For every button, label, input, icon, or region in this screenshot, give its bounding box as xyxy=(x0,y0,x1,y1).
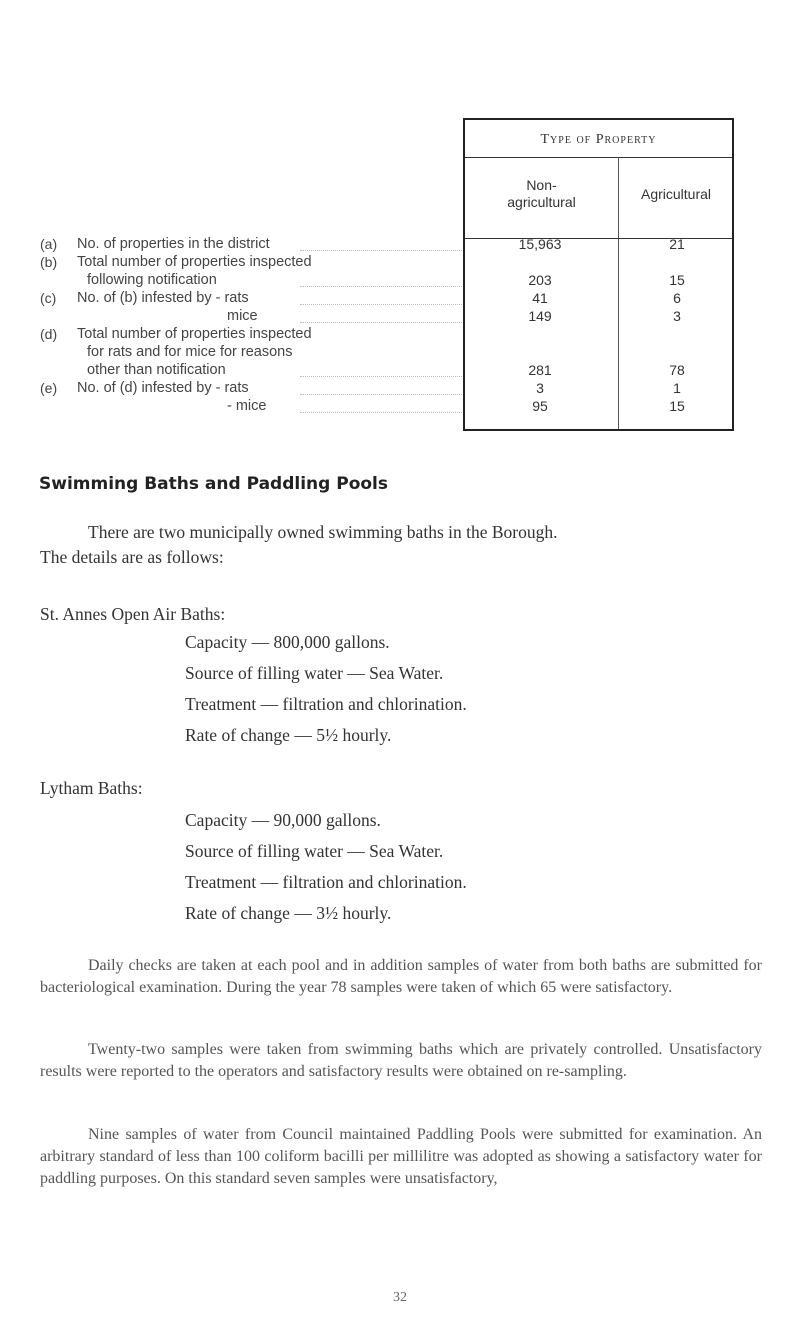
st-annes-treatment: Treatment — filtration and chlorination. xyxy=(185,694,467,714)
cell-nonagricultural: 281 xyxy=(528,362,552,378)
cell-nonagricultural: 95 xyxy=(532,398,548,414)
cell-agricultural: 6 xyxy=(673,290,681,306)
leader-dots xyxy=(300,376,462,377)
cell-agricultural: 3 xyxy=(673,308,681,324)
st-annes-title: St. Annes Open Air Baths: xyxy=(40,604,226,624)
paragraph-paddling-pools: Nine samples of water from Council maintained Paddling Pools were submitted for examination. An arbitrary standard of less than 100 coliform bacilli per millilitre was adopted as showing a satisfactory water for paddling purposes. On this standard seven samples were unsatisfactory, xyxy=(40,1126,762,1187)
col1-line1: Non- xyxy=(526,177,557,193)
header-divider xyxy=(465,157,732,158)
cell-agricultural: 15 xyxy=(669,398,685,414)
lytham-title: Lytham Baths: xyxy=(40,778,143,798)
leader-dots xyxy=(300,394,462,395)
cell-nonagricultural: 3 xyxy=(536,380,544,396)
intro-line1: There are two municipally owned swimming baths in the Borough. xyxy=(88,522,558,542)
row-description: following notification xyxy=(87,272,217,288)
col-nonagricultural-header xyxy=(465,177,618,211)
col-agricultural-header: Agricultural xyxy=(640,186,712,202)
cell-nonagricultural: 149 xyxy=(528,308,552,324)
leader-dots xyxy=(300,412,462,413)
lytham-capacity: Capacity — 90,000 gallons. xyxy=(185,810,381,830)
intro-paragraph xyxy=(40,520,765,570)
lytham-source: Source of filling water — Sea Water. xyxy=(185,841,444,861)
cell-nonagricultural: 41 xyxy=(532,290,548,306)
row-description: for rats and for mice for reasons xyxy=(87,344,293,360)
cell-nonagricultural: 203 xyxy=(528,272,552,288)
st-annes-source: Source of filling water — Sea Water. xyxy=(185,663,444,683)
row-description: Total number of properties inspected xyxy=(77,254,312,270)
row-description: No. of (b) infested by - rats xyxy=(77,290,249,306)
row-description: No. of (d) infested by - rats xyxy=(77,380,249,396)
lytham-treatment: Treatment — filtration and chlorination. xyxy=(185,872,467,892)
table-header: Type of Property xyxy=(540,132,657,147)
section-title: Swimming Baths and Paddling Pools xyxy=(39,474,388,494)
leader-dots xyxy=(300,250,462,251)
leader-dots xyxy=(300,304,462,305)
cell-agricultural: 15 xyxy=(669,272,685,288)
page-number: 32 xyxy=(393,1290,407,1305)
row-description: No. of properties in the district xyxy=(77,236,270,252)
row-label: (b) xyxy=(40,254,58,270)
cell-agricultural: 21 xyxy=(669,236,685,252)
row-label: (a) xyxy=(40,236,58,252)
leader-dots xyxy=(300,322,462,323)
row-description: - mice xyxy=(227,398,267,414)
lytham-rate: Rate of change — 3½ hourly. xyxy=(185,903,392,923)
cell-nonagricultural: 15,963 xyxy=(518,236,562,252)
st-annes-rate: Rate of change — 5½ hourly. xyxy=(185,725,392,745)
leader-dots xyxy=(300,286,462,287)
cell-agricultural: 1 xyxy=(673,380,681,396)
row-description: mice xyxy=(227,308,258,324)
col1-line2: agricultural xyxy=(507,194,576,210)
st-annes-capacity: Capacity — 800,000 gallons. xyxy=(185,632,390,652)
row-description: Total number of properties inspected xyxy=(77,326,312,342)
row-label: (d) xyxy=(40,326,58,342)
paragraph-private-baths: Twenty-two samples were taken from swimming baths which are privately controlled. Unsatisfactory results were reported to the operators and satisfactory results were obtained on re-sampling. xyxy=(40,1041,762,1080)
intro-line2: The details are as follows: xyxy=(40,547,224,567)
row-label: (e) xyxy=(40,380,58,396)
row-label: (c) xyxy=(40,290,57,306)
paragraph-daily-checks: Daily checks are taken at each pool and in addition samples of water from both baths are submitted for bacteriological examination. During the year 78 samples were taken of which 65 were satisfactory. xyxy=(40,957,762,996)
row-description: other than notification xyxy=(87,362,226,378)
cell-agricultural: 78 xyxy=(669,362,685,378)
